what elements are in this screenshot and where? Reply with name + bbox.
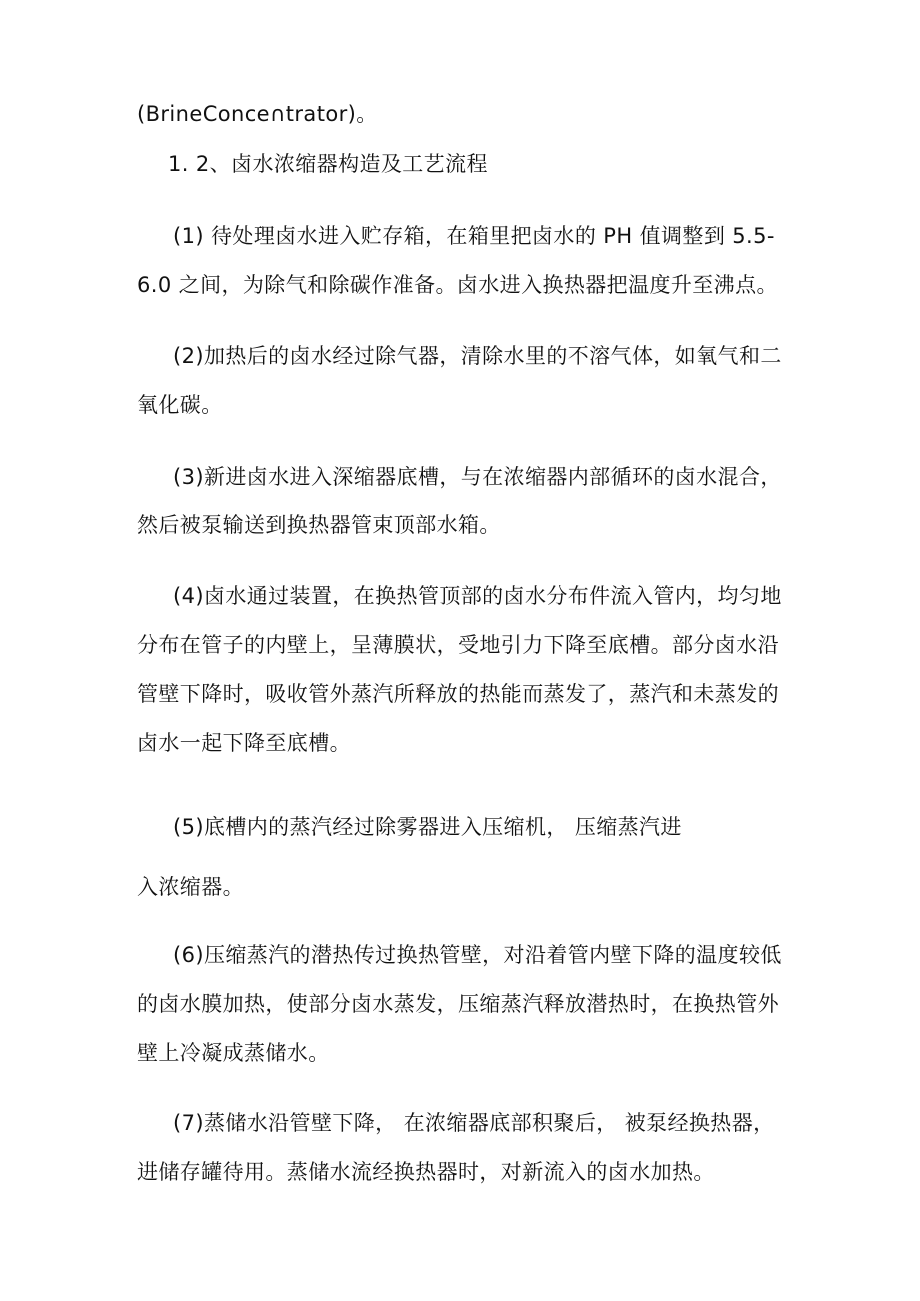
intro-tail-text: (BrineConce∩trator)。	[137, 102, 378, 126]
paragraph-line: 分布在管子的内壁上，呈薄膜状，受地引力下降至底槽。部分卤水沿	[137, 633, 779, 657]
paragraph-line: 壁上冷凝成蒸储水。	[137, 1041, 330, 1065]
paragraph-line: (5)底槽内的蒸汽经过除雾器进入压缩机， 压缩蒸汽进	[173, 815, 682, 839]
paragraph-line: (4)卤水通过装置，在换热管顶部的卤水分布件流入管内，均匀地	[173, 584, 782, 608]
paragraph-line: 6.0 之间，为除气和除碳作准备。卤水进入换热器把温度升至沸点。	[137, 273, 778, 297]
paragraph-line: 卤水一起下降至底槽。	[137, 731, 351, 755]
paragraph-line: 氧化碳。	[137, 393, 223, 417]
section-heading: 1. 2、卤水浓缩器构造及工艺流程	[168, 152, 488, 176]
paragraph-line: (6)压缩蒸汽的潜热传过换热管壁，对沿着管内壁下降的温度较低	[173, 943, 782, 967]
paragraph-line: 入浓缩器。	[137, 875, 244, 899]
paragraph-line: (3)新进卤水进入深缩器底槽，与在浓缩器内部循环的卤水混合，	[173, 465, 782, 489]
paragraph-line: (2)加热后的卤水经过除气器，清除水里的不溶气体，如氧气和二	[173, 344, 782, 368]
paragraph-line: 管壁下降时，吸收管外蒸汽所释放的热能而蒸发了，蒸汽和未蒸发的	[137, 682, 779, 706]
paragraph-line: 的卤水膜加热，使部分卤水蒸发，压缩蒸汽释放潜热时，在换热管外	[137, 992, 779, 1016]
paragraph-line: (7)蒸储水沿管壁下降， 在浓缩器底部积聚后， 被泵经换热器，	[173, 1111, 775, 1135]
paragraph-line: 然后被泵输送到换热器管束顶部水箱。	[137, 513, 501, 537]
paragraph-line: (1) 待处理卤水进入贮存箱，在箱里把卤水的 PH 值调整到 5.5-	[173, 224, 775, 248]
paragraph-line: 进储存罐待用。蒸储水流经换热器时，对新流入的卤水加热。	[137, 1160, 715, 1184]
